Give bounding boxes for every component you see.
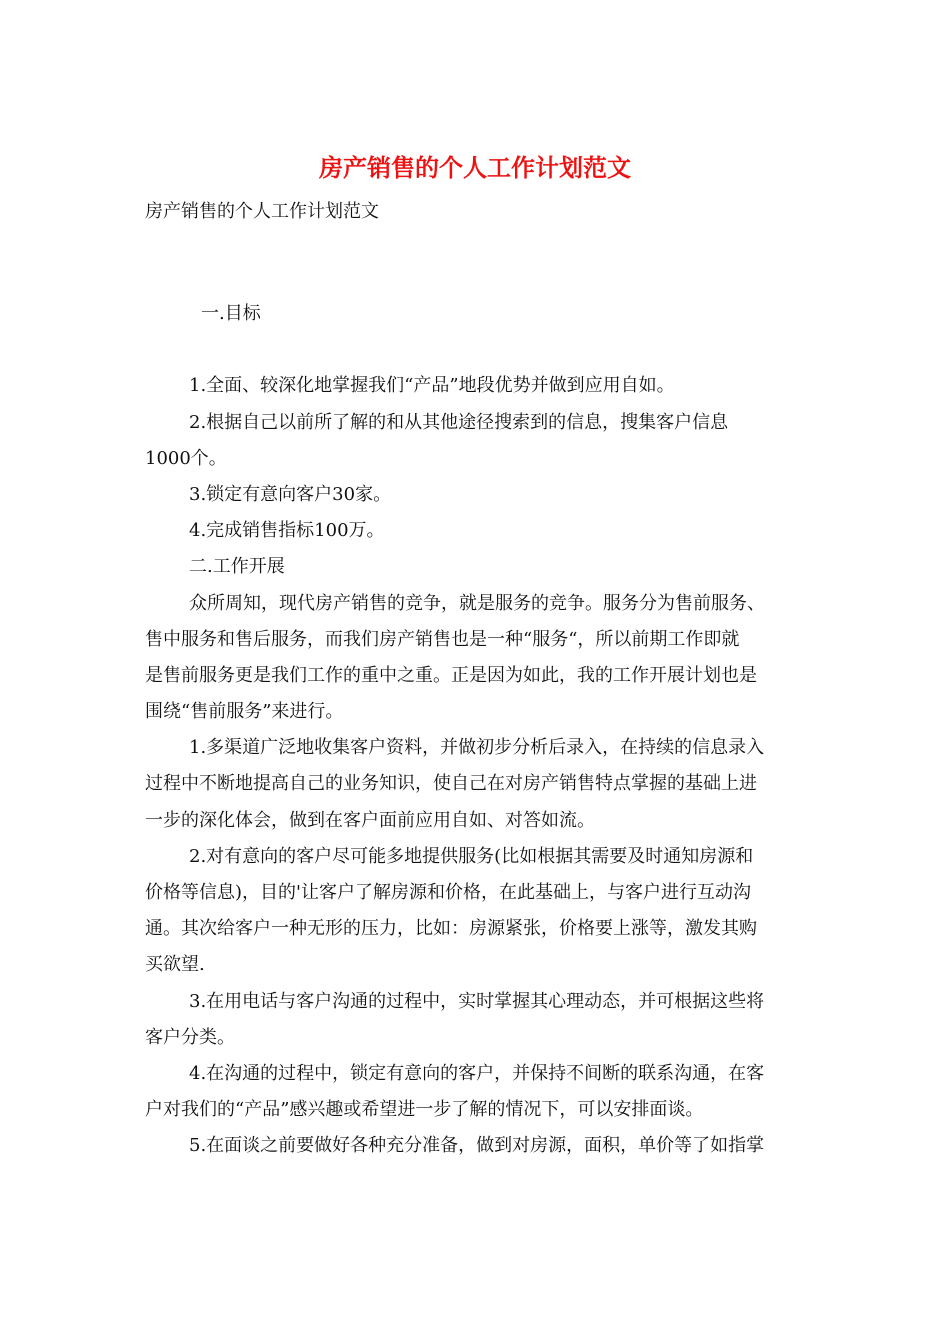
paragraph-line: 通。其次给客户一种无形的压力，比如：房源紧张，价格要上涨等，激发其购 bbox=[145, 918, 757, 940]
paragraph-line: 4.完成销售指标100万。 bbox=[189, 520, 385, 542]
paragraph-line: 3.在用电话与客户沟通的过程中，实时掌握其心理动态，并可根据这些将 bbox=[189, 990, 765, 1012]
blank-line bbox=[145, 332, 807, 368]
paragraph-line: 2.对有意向的客户尽可能多地提供服务(比如根据其需要及时通知房源和 bbox=[189, 845, 754, 867]
paragraph-line: 价格等信息)，目的'让客户了解房源和价格，在此基础上，与客户进行互动沟 bbox=[145, 882, 751, 903]
section-heading-goals: 一.目标 bbox=[201, 303, 261, 324]
paragraph-line: 围绕“售前服务”来进行。 bbox=[145, 701, 344, 723]
section-heading-work: 二.工作开展 bbox=[189, 556, 285, 578]
paragraph-line: 众所周知，现代房产销售的竞争，就是服务的竞争。服务分为售前服务、 bbox=[189, 592, 765, 614]
paragraph-line: 3.锁定有意向客户30家。 bbox=[189, 483, 392, 505]
paragraph-line: 是售前服务更是我们工作的重中之重。正是因为如此，我的工作开展计划也是 bbox=[145, 664, 757, 686]
paragraph-line: 过程中不断地提高自己的业务知识，使自己在对房产销售特点掌握的基础上进 bbox=[145, 773, 757, 795]
paragraph-line: 买欲望. bbox=[145, 954, 205, 976]
paragraph-line: 1.多渠道广泛地收集客户资料，并做初步分析后录入，在持续的信息录入 bbox=[189, 737, 765, 759]
document-title: 房产销售的个人工作计划范文 bbox=[319, 153, 631, 182]
paragraph-line: 一步的深化体会，做到在客户面前应用自如、对答如流。 bbox=[145, 809, 595, 831]
paragraph-line: 售中服务和售后服务，而我们房产销售也是一种“服务“，所以前期工作即就 bbox=[145, 628, 740, 650]
paragraph-line: 户对我们的“产品”感兴趣或希望进一步了解的情况下，可以安排面谈。 bbox=[145, 1099, 704, 1121]
paragraph-line: 2.根据自己以前所了解的和从其他途径搜索到的信息，搜集客户信息 bbox=[189, 411, 729, 433]
paragraph-line: 1.全面、较深化地掌握我们“产品”地段优势并做到应用自如。 bbox=[189, 375, 675, 397]
paragraph-line: 5.在面谈之前要做好各种充分准备，做到对房源，面积，单价等了如指掌 bbox=[189, 1135, 765, 1157]
paragraph-line: 4.在沟通的过程中，锁定有意向的客户，并保持不间断的联系沟通，在客 bbox=[189, 1062, 765, 1084]
document-body bbox=[145, 296, 807, 1165]
paragraph-line: 客户分类。 bbox=[145, 1026, 235, 1048]
document-subtitle: 房产销售的个人工作计划范文 bbox=[145, 201, 379, 222]
paragraph-line: 1000个。 bbox=[145, 447, 227, 469]
